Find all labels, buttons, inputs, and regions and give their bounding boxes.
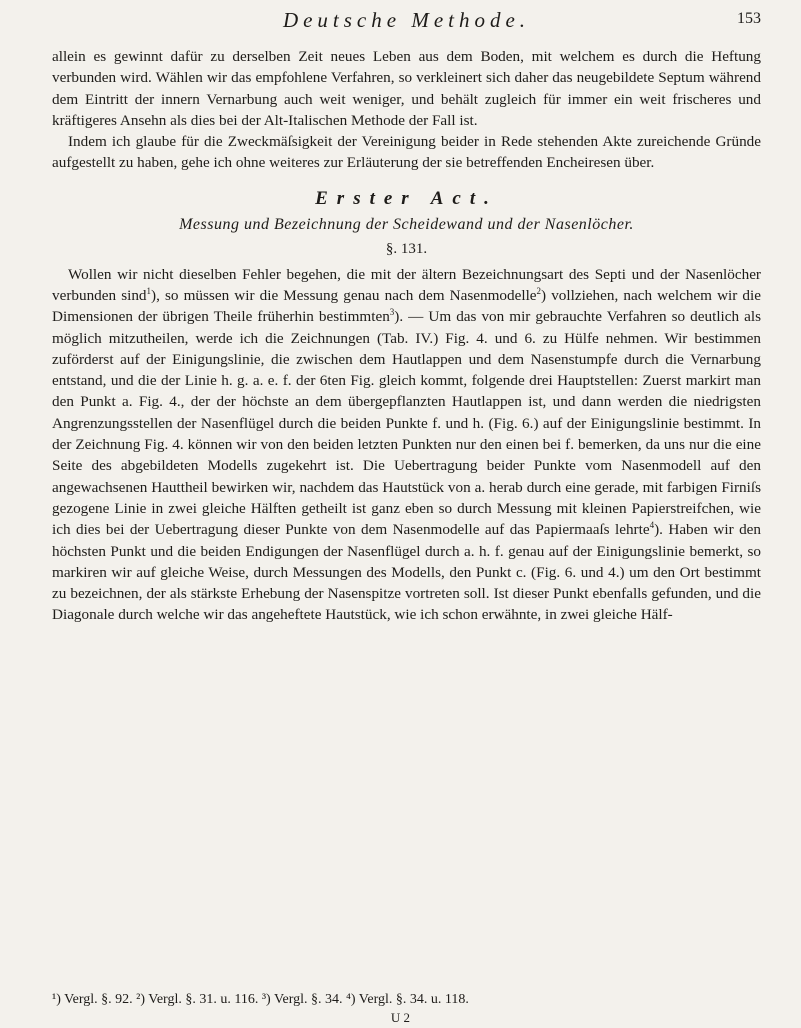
paragraph-3: [52, 264, 761, 626]
paragraph-2: Indem ich glaube für die Zweckmäſsigkeit der Vereinigung beider in Rede stehenden Akte zureichende Gründe aufgestellt zu haben, gehe ich ohne weiteres zur Erläuterung der sie betreffenden Encheiresen über.: [52, 133, 761, 172]
paragraph-3-part-a: Wollen wir nicht dieselben Fehler begehen, die mit der ältern Bezeichnungsart des Septi und der Nasenlöcher verbunden sind: [52, 265, 761, 304]
printer-signature: U 2: [390, 1010, 411, 1025]
act-heading: Erster Act.: [315, 187, 498, 209]
footnote-ref-3: 3: [389, 307, 395, 318]
paragraph-3-part-d: ). — Um das von mir gebrauchte Verfahren so deutlich als möglich mitzutheilen, werde ich die Zeichnungen (Tab. IV.) Fig. 4. und 6. zu Hülfe nehmen. Wir bestimmen zuförderst auf der Einigungslinie, die zwischen dem Hautlappen und dem Nasenstumpfe durch die Vernarbung entstand, und die der Linie h. g. a. e. f. der 6ten Fig. gleich kommt, folgende drei Hauptstellen: Zuerst markirt man den Punkt a. Fig. 4., der der höchste an dem übergepflanzten Hautlappen ist, und dann werden die niedrigsten Angrenzungsstellen der Nasenflügel durch die beiden Punkte f. und h. (Fig. 6.) auf der Einigungslinie bestimmt. In der Zeichnung Fig. 4. können wir von den beiden letzten Punkten nur den einen bei f. bemerken, da uns nur die eine Seite des abgebildeten Modells zugekehrt ist. Die Uebertragung beider Punkte vom Nasenmodell auf den angewachsenen Hauttheil bewirken wir, nachdem das Hautstück von a. herab durch eine gerade, mit farbigen Firniſs gezogene Linie in zwei gleiche Hälften getheilt ist ganz eben so durch Messung mit kleinen Papierstreifchen, wie ich dies bei der Uebertragung dieser Punkte von dem Nasenmodelle auf das Papiermaaſs lehrte: [52, 308, 761, 539]
footnote-ref-2: 2: [536, 285, 542, 296]
footnotes: ¹) Vergl. §. 92. ²) Vergl. §. 31. u. 116. ³) Vergl. §. 34. ⁴) Vergl. §. 34. u. 118.: [52, 992, 469, 1007]
section-number: §. 131.: [385, 241, 428, 258]
paragraph-3-part-b: ), so müssen wir die Messung genau nach dem Nasenmodelle: [151, 286, 537, 304]
paragraph-3-part-e: ). Haben wir den höchsten Punkt und die beiden Endigungen der Nasenflügel durch a. h. f. genau auf der Einigungslinie bemerkt, so markiren wir auf gleiche Weise, durch Messungen des Modells, den Punkt c. (Fig. 6. und 4.) um den Ort bestimmt zu bezeichnen, der als stärkste Erhebung der Nasenspitze vortreten soll. Ist dieser Punkt ebenfalls gefunden, und die Diagonale durch welche wir das angeheftete Hautstück, wie ich schon erwähnte, in zwei gleiche Hälf-: [52, 521, 761, 624]
running-title: Deutsche Methode.: [282, 8, 531, 32]
page-number: 153: [737, 10, 761, 27]
paragraph-1: allein es gewinnt dafür zu derselben Zeit neues Leben aus dem Boden, mit welchem es durch die Heftung verbunden wird. Wählen wir das empfohlene Verfahren, so verkleinert sich daher das neugebildete Septum während dem Eintritt der innern Vernarbung auch weit weniger, und behält zugleich für immer ein weit frischeres und kräftigeres Ansehn als dies bei der Alt-Italischen Methode der Fall ist.: [52, 48, 761, 129]
paragraph-3-part-c: ) vollziehen, nach welchem wir die Dimensionen der übrigen Theile früherhin bestimmten: [52, 286, 761, 326]
running-head: [52, 8, 761, 38]
act-subtitle: Messung und Bezeichnung der Scheidewand und der Nasenlöcher.: [179, 216, 634, 234]
footnote-ref-4: 4: [649, 520, 655, 531]
body-text: [52, 46, 761, 626]
footnote-ref-1: 1: [146, 285, 152, 296]
